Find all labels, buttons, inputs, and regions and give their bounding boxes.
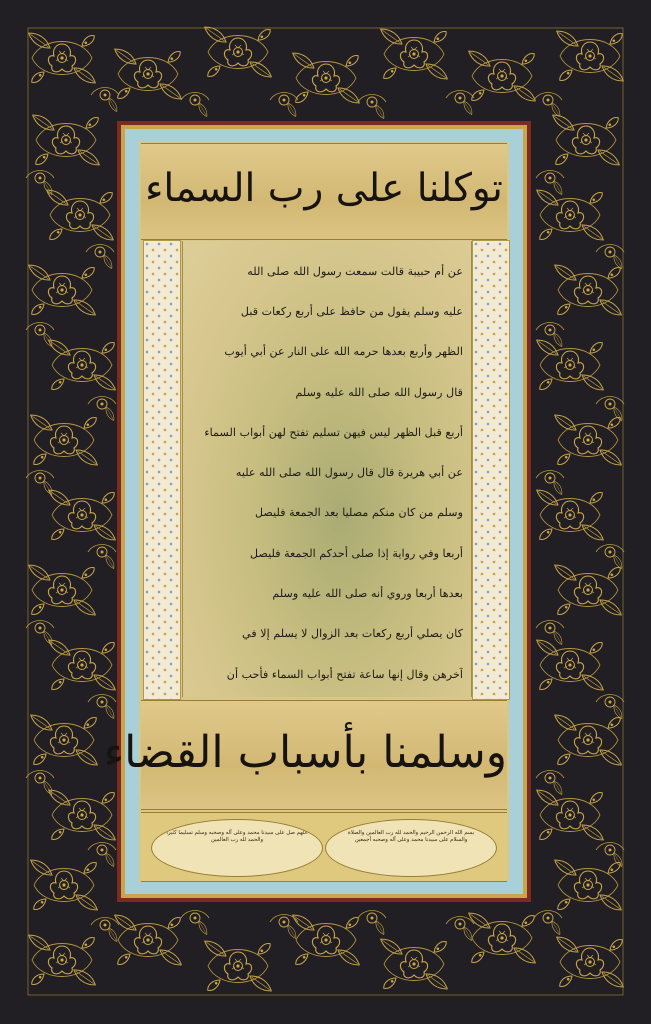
text-line: قال رسول الله صلى الله عليه وسلم	[295, 385, 463, 399]
text-line: أربع قبل الظهر ليس فيهن تسليم تفتح لهن أبواب السماء	[204, 425, 463, 439]
bottom-cartouche	[103, 700, 507, 810]
left-floral-band	[143, 240, 181, 700]
colophon-text-right: بسم الله الرحمن الرحيم والحمد لله رب العالمين والصلاة والسلام على سيدنا محمد وعلى آله وصحبه أجمعين	[347, 830, 475, 844]
bottom-celi-line: وسلمنا بأسباب القضاء	[103, 727, 507, 778]
text-line: أربعا وفي رواية إذا صلى أحدكم الجمعة فليصل	[249, 546, 463, 560]
text-lines	[191, 251, 463, 735]
text-line: عليه وسلم يقول من حافظ على أربع ركعات قبل	[240, 304, 463, 318]
text-line: وسلم من كان منكم مصليا بعد الجمعة فليصل	[254, 506, 463, 520]
right-floral-band	[472, 240, 510, 700]
colophon-oval-right	[325, 819, 497, 877]
colophon-band	[141, 812, 507, 882]
text-line: عن أبي هريرة قال قال رسول الله صلى الله عليه	[235, 466, 463, 480]
text-line: الظهر وأربع بعدها حرمه الله على النار عن أبي أيوب	[224, 345, 463, 359]
naskh-text-panel	[182, 241, 472, 697]
text-line: كان يصلي أربع ركعات بعد الزوال لا يسلم إلا في	[242, 627, 463, 641]
text-line: عن أم حبيبة قالت سمعت رسول الله صلى الله	[247, 264, 463, 278]
colophon-text-left: اللهم صل على سيدنا محمد وعلى آله وصحبه وسلم تسليما كثيرا والحمد لله رب العالمين	[166, 830, 308, 844]
top-celi-line: توكلنا على رب السماء	[145, 166, 503, 211]
text-line: بعدها أربعا وروي أنه صلى الله عليه وسلم	[272, 587, 463, 601]
colophon-oval-left	[151, 819, 323, 877]
top-cartouche	[141, 143, 507, 240]
text-line: آخرهن وقال إنها ساعة تفتح أبواب السماء فأحب أن	[226, 667, 463, 681]
